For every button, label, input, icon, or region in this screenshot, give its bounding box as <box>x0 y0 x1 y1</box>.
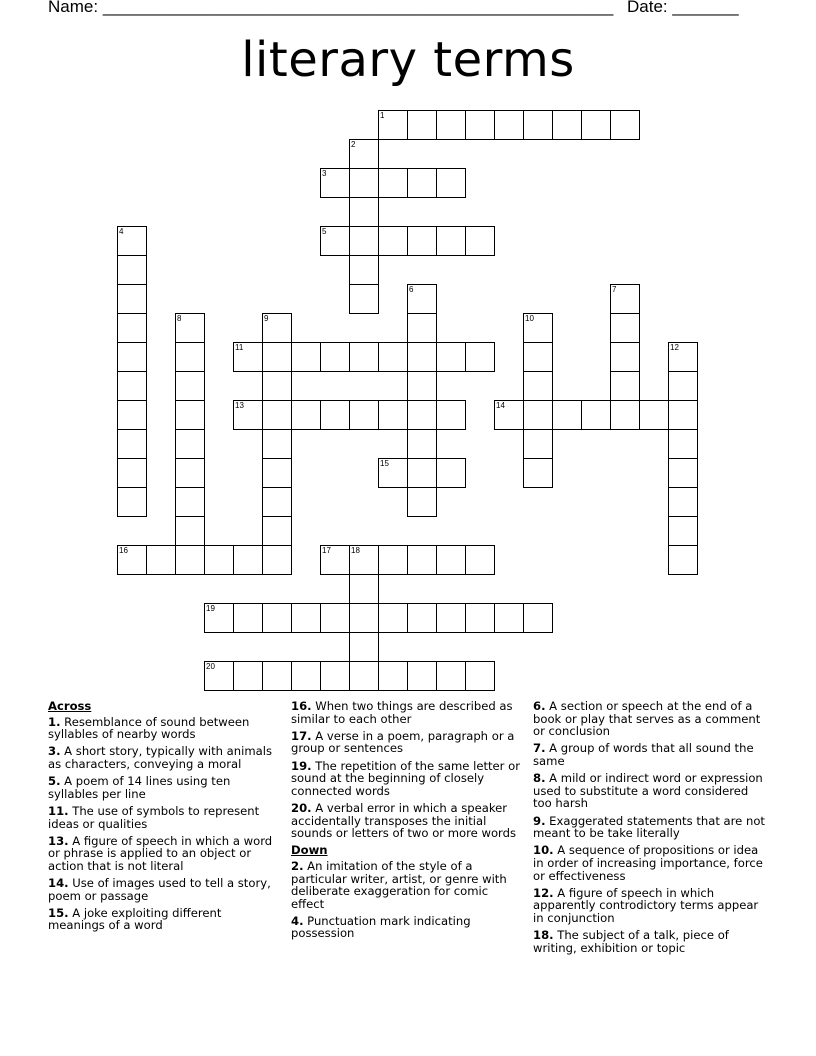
crossword-cell[interactable] <box>668 429 698 459</box>
clue-number: 8 <box>177 314 182 323</box>
crossword-cell[interactable] <box>378 110 408 140</box>
clue-item <box>48 877 280 902</box>
clue-item <box>533 929 768 954</box>
clue-item <box>291 860 523 910</box>
crossword-cell[interactable] <box>349 226 379 256</box>
clue-item-number: 13. <box>48 833 69 848</box>
crossword-cell[interactable] <box>175 400 205 430</box>
crossword-cell[interactable] <box>523 603 553 633</box>
crossword-cell[interactable] <box>407 458 437 488</box>
crossword-cell[interactable] <box>610 371 640 401</box>
clue-number: 12 <box>670 343 679 352</box>
date-label: Date: <box>627 0 668 16</box>
clue-number: 17 <box>322 546 331 555</box>
crossword-cell[interactable] <box>610 400 640 430</box>
clue-item <box>533 887 768 925</box>
crossword-cell[interactable] <box>523 313 553 343</box>
crossword-cell[interactable] <box>407 342 437 372</box>
clue-item-number: 4. <box>291 913 304 928</box>
clue-item-number: 14. <box>48 876 69 891</box>
crossword-cell[interactable] <box>668 458 698 488</box>
crossword-cell[interactable] <box>262 458 292 488</box>
crossword-cell[interactable] <box>117 255 147 285</box>
crossword-cell[interactable] <box>407 371 437 401</box>
clue-item-text: A verse in a poem, paragraph or a group or sentences <box>291 728 515 756</box>
crossword-cell[interactable] <box>436 458 466 488</box>
crossword-cell[interactable] <box>494 110 524 140</box>
crossword-cell[interactable] <box>262 545 292 575</box>
clue-column-1 <box>48 700 280 937</box>
clue-item <box>533 742 768 767</box>
crossword-cell[interactable] <box>117 371 147 401</box>
crossword-cell[interactable] <box>407 545 437 575</box>
crossword-cell[interactable] <box>117 226 147 256</box>
crossword-cell[interactable] <box>407 661 437 691</box>
crossword-cell[interactable] <box>349 168 379 198</box>
crossword-cell[interactable] <box>262 661 292 691</box>
clue-number: 9 <box>264 314 269 323</box>
crossword-cell[interactable] <box>465 226 495 256</box>
clue-number: 14 <box>496 401 505 410</box>
clue-item-text: A mild or indirect word or expression used to substitute a word considered too harsh <box>533 771 763 811</box>
clue-item <box>291 802 523 840</box>
crossword-cell[interactable] <box>233 545 263 575</box>
crossword-cell[interactable] <box>436 603 466 633</box>
clue-item-text: When two things are described as similar to each other <box>291 699 513 726</box>
crossword-cell[interactable] <box>581 400 611 430</box>
clue-item <box>48 716 280 741</box>
down-clue-list <box>291 860 523 940</box>
clue-item <box>533 772 768 810</box>
clue-item-number: 1. <box>48 714 61 729</box>
crossword-cell[interactable] <box>233 603 263 633</box>
crossword-cell[interactable] <box>523 429 553 459</box>
crossword-cell[interactable] <box>175 458 205 488</box>
crossword-cell[interactable] <box>465 110 495 140</box>
crossword-cell[interactable] <box>349 545 379 575</box>
clue-item <box>291 700 523 725</box>
crossword-cell[interactable] <box>291 342 321 372</box>
clue-item <box>48 907 280 932</box>
crossword-cell[interactable] <box>581 110 611 140</box>
clue-number: 11 <box>235 343 244 352</box>
crossword-cell[interactable] <box>233 342 263 372</box>
clue-item-text: The repetition of the same letter or sound at the beginning of closely connected words <box>291 758 520 798</box>
crossword-cell[interactable] <box>204 603 234 633</box>
crossword-cell[interactable] <box>204 661 234 691</box>
clue-item-number: 3. <box>48 744 61 759</box>
crossword-cell[interactable] <box>668 545 698 575</box>
down-heading: Down <box>291 843 328 858</box>
crossword-cell[interactable] <box>436 226 466 256</box>
crossword-cell[interactable] <box>465 661 495 691</box>
clue-item-text: A short story, typically with animals as characters, conveying a moral <box>48 744 273 771</box>
crossword-cell[interactable] <box>262 400 292 430</box>
clue-item-text: Exaggerated statements that are not meant to be take literally <box>533 813 765 841</box>
crossword-cell[interactable] <box>668 371 698 401</box>
crossword-cell[interactable] <box>349 139 379 169</box>
crossword-cell[interactable] <box>349 661 379 691</box>
crossword-cell[interactable] <box>262 516 292 546</box>
across-clue-list <box>48 716 280 932</box>
clue-item-number: 15. <box>48 905 69 920</box>
crossword-cell[interactable] <box>349 632 379 662</box>
clue-item-number: 7. <box>533 741 546 756</box>
crossword-cell[interactable] <box>117 429 147 459</box>
crossword-cell[interactable] <box>117 400 147 430</box>
crossword-cell[interactable] <box>175 342 205 372</box>
crossword-cell[interactable] <box>465 342 495 372</box>
clue-item <box>533 815 768 840</box>
crossword-cell[interactable] <box>436 110 466 140</box>
clue-item-text: A joke exploiting different meanings of a word <box>48 905 222 933</box>
clue-number: 3 <box>322 169 327 178</box>
down-clue-list-continued <box>533 700 768 954</box>
clue-item-number: 17. <box>291 728 312 743</box>
crossword-cell[interactable] <box>262 487 292 517</box>
crossword-cell[interactable] <box>117 545 147 575</box>
clue-item <box>48 835 280 873</box>
crossword-cell[interactable] <box>668 400 698 430</box>
crossword-cell[interactable] <box>233 400 263 430</box>
clue-number: 7 <box>612 285 617 294</box>
crossword-cell[interactable] <box>175 429 205 459</box>
crossword-cell[interactable] <box>639 400 669 430</box>
crossword-cell[interactable] <box>610 284 640 314</box>
crossword-cell[interactable] <box>204 545 234 575</box>
crossword-cell[interactable] <box>407 400 437 430</box>
clue-item-number: 16. <box>291 699 312 713</box>
crossword-cell[interactable] <box>320 545 350 575</box>
crossword-cell[interactable] <box>552 110 582 140</box>
name-blank-line[interactable]: ______________________________________________________ <box>102 0 614 16</box>
clue-item <box>291 760 523 798</box>
crossword-cell[interactable] <box>668 342 698 372</box>
clue-item-number: 5. <box>48 774 61 789</box>
crossword-cell[interactable] <box>262 342 292 372</box>
crossword-cell[interactable] <box>494 400 524 430</box>
across-clue-list-continued <box>291 700 523 840</box>
crossword-cell[interactable] <box>407 603 437 633</box>
clue-item <box>533 700 768 738</box>
crossword-cell[interactable] <box>378 168 408 198</box>
crossword-cell[interactable] <box>291 400 321 430</box>
crossword-cell[interactable] <box>407 110 437 140</box>
crossword-cell[interactable] <box>175 487 205 517</box>
crossword-cell[interactable] <box>117 313 147 343</box>
crossword-cell[interactable] <box>668 487 698 517</box>
across-heading: Across <box>48 699 92 713</box>
crossword-cell[interactable] <box>523 110 553 140</box>
crossword-cell[interactable] <box>349 603 379 633</box>
crossword-cell[interactable] <box>610 342 640 372</box>
crossword-cell[interactable] <box>436 400 466 430</box>
crossword-cell[interactable] <box>407 429 437 459</box>
clue-column-2 <box>291 700 523 945</box>
crossword-cell[interactable] <box>233 661 263 691</box>
crossword-cell[interactable] <box>117 458 147 488</box>
crossword-cell[interactable] <box>320 226 350 256</box>
clue-item-number: 12. <box>533 885 554 900</box>
crossword-cell[interactable] <box>262 603 292 633</box>
clue-item-text: Punctuation mark indicating possession <box>291 913 471 941</box>
clue-item-text: A verbal error in which a speaker accidentally transposes the initial sounds or letters of two or more words <box>291 800 516 841</box>
crossword-cell[interactable] <box>349 400 379 430</box>
page-title: literary terms <box>241 32 575 88</box>
clue-item-text: The subject of a talk, piece of writing, exhibition or topic <box>533 928 729 955</box>
clue-number: 2 <box>351 140 356 149</box>
crossword-cell[interactable] <box>523 342 553 372</box>
clue-item <box>48 775 280 800</box>
crossword-cell[interactable] <box>407 313 437 343</box>
name-label: Name: <box>48 0 99 16</box>
crossword-cell[interactable] <box>320 400 350 430</box>
crossword-cell[interactable] <box>465 545 495 575</box>
crossword-cell[interactable] <box>494 603 524 633</box>
clue-item-number: 18. <box>533 928 554 943</box>
clue-item-text: A poem of 14 lines using ten syllables per line <box>48 774 231 801</box>
crossword-cell[interactable] <box>378 603 408 633</box>
crossword-cell[interactable] <box>436 661 466 691</box>
crossword-cell[interactable] <box>349 574 379 604</box>
crossword-cell[interactable] <box>349 342 379 372</box>
crossword-cell[interactable] <box>523 371 553 401</box>
crossword-cell[interactable] <box>349 197 379 227</box>
crossword-cell[interactable] <box>117 342 147 372</box>
clue-item-text: Use of images used to tell a story, poem or passage <box>48 876 271 903</box>
crossword-cell[interactable] <box>378 400 408 430</box>
clue-item-text: An imitation of the style of a particular writer, artist, or genre with deliberate exaggeration for comic effect <box>291 858 507 911</box>
crossword-cell[interactable] <box>378 661 408 691</box>
crossword-cell[interactable] <box>349 284 379 314</box>
clue-item-number: 2. <box>291 858 304 873</box>
crossword-cell[interactable] <box>523 400 553 430</box>
clue-item <box>48 805 280 830</box>
crossword-cell[interactable] <box>378 458 408 488</box>
crossword-cell[interactable] <box>291 661 321 691</box>
clue-item <box>291 730 523 755</box>
crossword-cell[interactable] <box>175 371 205 401</box>
clue-item-number: 11. <box>48 803 69 818</box>
crossword-cell[interactable] <box>175 516 205 546</box>
clue-item-number: 20. <box>291 800 312 815</box>
clue-number: 16 <box>119 546 128 555</box>
clue-item-number: 19. <box>291 758 312 773</box>
crossword-cell[interactable] <box>378 342 408 372</box>
crossword-cell[interactable] <box>378 545 408 575</box>
clue-item-text: The use of symbols to represent ideas or qualities <box>48 803 260 831</box>
crossword-cell[interactable] <box>552 400 582 430</box>
crossword-cell[interactable] <box>465 603 495 633</box>
crossword-cell[interactable] <box>117 284 147 314</box>
clue-item-text: A section or speech at the end of a book or play that serves as a comment or conclusion <box>533 699 761 739</box>
crossword-cell[interactable] <box>407 168 437 198</box>
clue-item-number: 10. <box>533 843 554 858</box>
crossword-cell[interactable] <box>146 545 176 575</box>
clue-item-text: A group of words that all sound the same <box>533 741 754 768</box>
clue-number: 13 <box>235 401 244 410</box>
crossword-cell[interactable] <box>262 429 292 459</box>
clue-number: 4 <box>119 227 124 236</box>
clue-item-text: Resemblance of sound between syllables of nearby words <box>48 714 250 742</box>
crossword-cell[interactable] <box>291 603 321 633</box>
crossword-cell[interactable] <box>610 110 640 140</box>
crossword-cell[interactable] <box>436 342 466 372</box>
crossword-cell[interactable] <box>610 313 640 343</box>
clue-item <box>48 745 280 770</box>
clue-number: 18 <box>351 546 360 555</box>
clue-item-number: 9. <box>533 813 546 828</box>
crossword-cell[interactable] <box>262 371 292 401</box>
clue-number: 10 <box>525 314 534 323</box>
clue-item-number: 6. <box>533 699 546 713</box>
crossword-cell[interactable] <box>320 342 350 372</box>
clue-column-3 <box>533 700 768 959</box>
date-blank-line[interactable]: _______ <box>672 0 739 16</box>
crossword-cell[interactable] <box>320 168 350 198</box>
crossword-cell[interactable] <box>262 313 292 343</box>
clue-number: 1 <box>380 111 385 120</box>
clue-number: 6 <box>409 285 414 294</box>
clue-number: 20 <box>206 662 215 671</box>
clue-item <box>533 844 768 882</box>
crossword-cell[interactable] <box>175 313 205 343</box>
crossword-cell[interactable] <box>378 226 408 256</box>
crossword-cell[interactable] <box>175 545 205 575</box>
crossword-cell[interactable] <box>407 226 437 256</box>
crossword-cell[interactable] <box>407 284 437 314</box>
clue-item-text: A figure of speech in which a word or phrase is applied to an object or action that is not literal <box>48 833 273 873</box>
crossword-cell[interactable] <box>349 255 379 285</box>
crossword-cell[interactable] <box>320 661 350 691</box>
clue-item-text: A sequence of propositions or idea in order of increasing importance, force or effectiveness <box>533 843 763 883</box>
crossword-cell[interactable] <box>436 168 466 198</box>
clue-item-text: A figure of speech in which apparently controdictory terms appear in conjunction <box>533 885 759 925</box>
crossword-cell[interactable] <box>436 545 466 575</box>
clue-item-number: 8. <box>533 771 546 786</box>
crossword-cell[interactable] <box>320 603 350 633</box>
crossword-cell[interactable] <box>668 516 698 546</box>
clue-item <box>291 915 523 940</box>
crossword-cell[interactable] <box>117 487 147 517</box>
crossword-cell[interactable] <box>523 458 553 488</box>
clue-number: 5 <box>322 227 327 236</box>
crossword-cell[interactable] <box>407 487 437 517</box>
clue-number: 15 <box>380 459 389 468</box>
clue-number: 19 <box>206 604 215 613</box>
